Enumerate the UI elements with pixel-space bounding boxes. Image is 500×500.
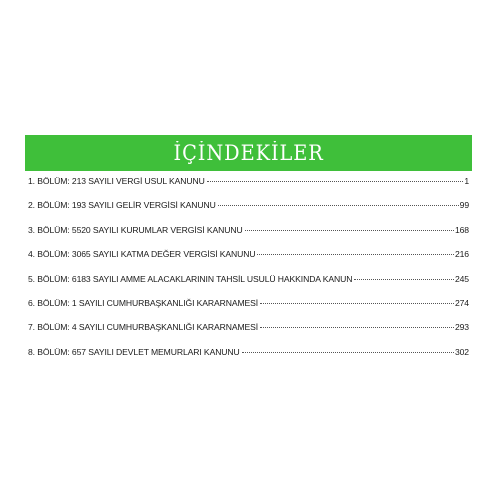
toc-entry-label: 1. BÖLÜM: 213 SAYILI VERGİ USUL KANUNU xyxy=(28,176,205,186)
toc-entry[interactable] xyxy=(28,267,469,291)
dot-leader xyxy=(218,205,459,206)
toc-entry-label: 2. BÖLÜM: 193 SAYILI GELİR VERGİSİ KANUNU xyxy=(28,200,216,211)
dot-leader xyxy=(207,181,464,182)
toc-header-band xyxy=(25,135,472,171)
dot-leader xyxy=(260,327,454,328)
toc-entry-label: 4. BÖLÜM: 3065 SAYILI KATMA DEĞER VERGİSİ KANUNU xyxy=(28,249,256,260)
toc-entry-page-number: 1 xyxy=(464,176,469,186)
toc-entry-label: 6. BÖLÜM: 1 SAYILI CUMHURBAŞKANLIĞI KARARNAMESİ xyxy=(28,297,259,308)
toc-entry[interactable] xyxy=(28,169,469,193)
toc-entry-page-number: 293 xyxy=(454,322,469,333)
page-title: İÇİNDEKİLER xyxy=(173,141,324,165)
toc-entry[interactable] xyxy=(28,242,469,266)
toc-entry-label: 7. BÖLÜM: 4 SAYILI CUMHURBAŞKANLIĞI KARARNAMESİ xyxy=(28,322,259,333)
toc-entry[interactable] xyxy=(28,340,469,364)
dot-leader xyxy=(257,254,453,255)
toc-entry-page-number: 168 xyxy=(454,224,469,235)
toc-entry[interactable] xyxy=(28,193,469,217)
toc-entry-page-number: 245 xyxy=(454,273,469,284)
toc-entry-label: 8. BÖLÜM: 657 SAYILI DEVLET MEMURLARI KANUNU xyxy=(28,346,240,357)
toc-entry-page-number: 274 xyxy=(454,297,469,308)
toc-entry-page-number: 99 xyxy=(459,200,469,211)
dot-leader xyxy=(354,279,454,280)
toc-entry-page-number: 302 xyxy=(454,346,469,357)
dot-leader xyxy=(260,303,454,304)
dot-leader xyxy=(245,230,454,231)
toc-entry-label: 3. BÖLÜM: 5520 SAYILI KURUMLAR VERGİSİ KANUNU xyxy=(28,224,243,235)
toc-entry-label: 5. BÖLÜM: 6183 SAYILI AMME ALACAKLARININ TAHSİL USULÜ HAKKINDA KANUN xyxy=(28,273,353,284)
toc-entry-page-number: 216 xyxy=(454,249,469,260)
dot-leader xyxy=(242,352,454,353)
toc-list xyxy=(28,169,469,364)
toc-entry[interactable] xyxy=(28,291,469,315)
toc-entry[interactable] xyxy=(28,218,469,242)
toc-entry[interactable] xyxy=(28,315,469,339)
